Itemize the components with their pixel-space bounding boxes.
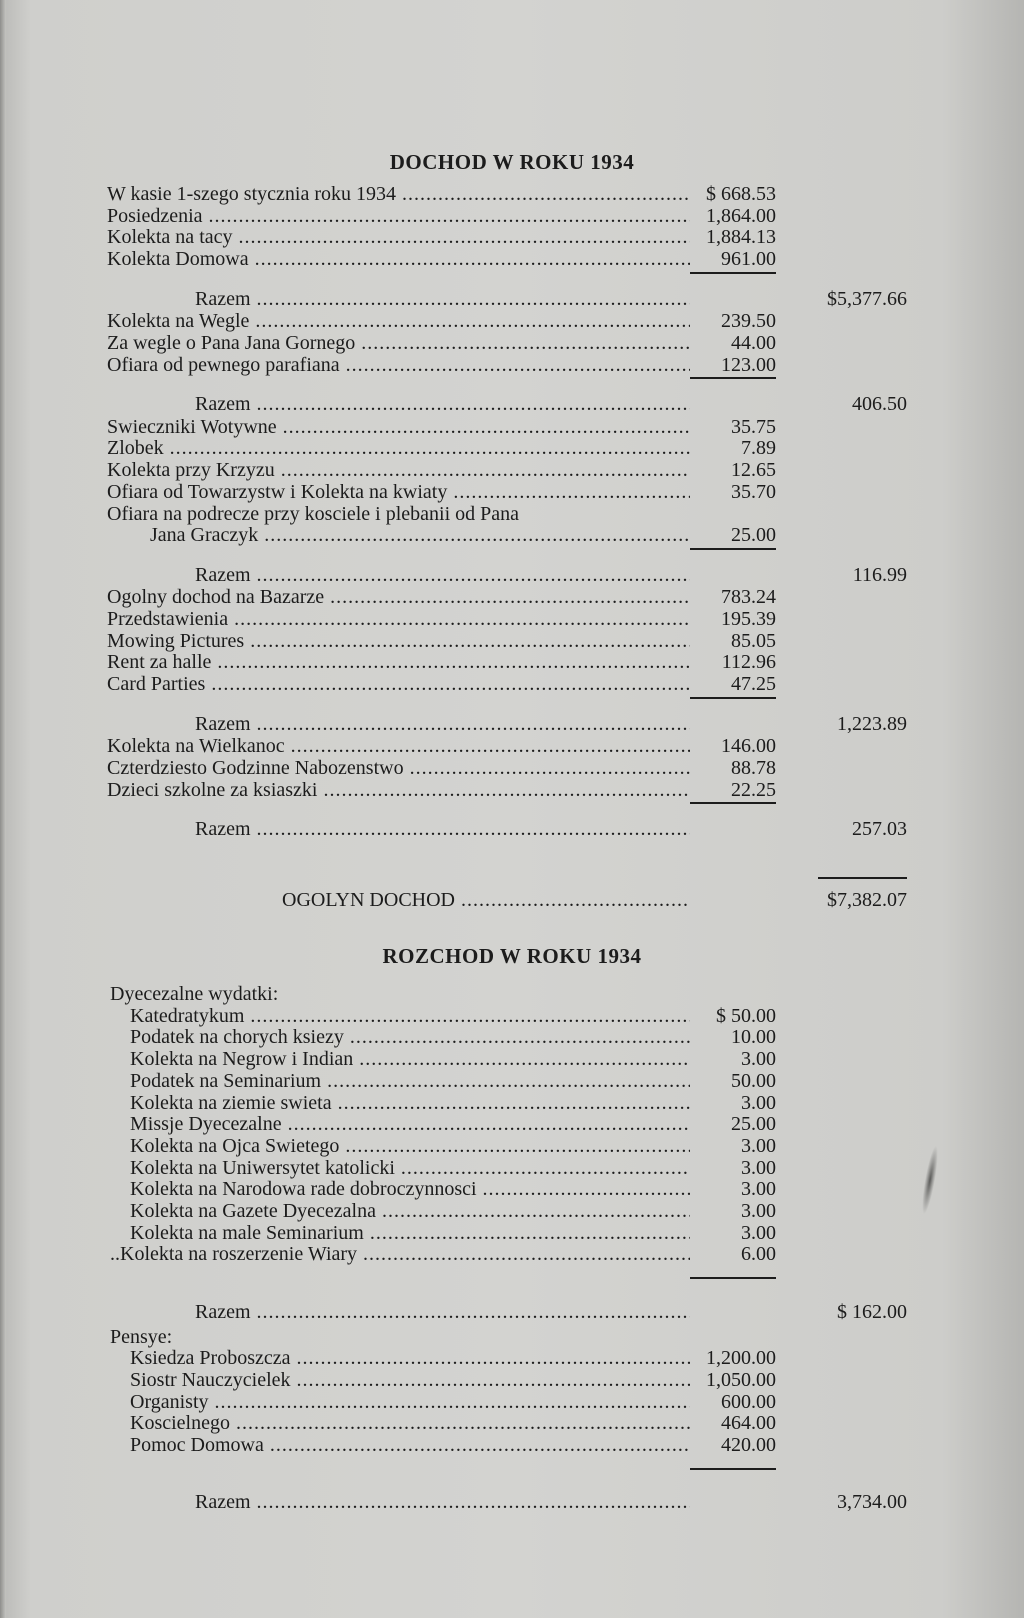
leader-dots <box>244 1005 690 1027</box>
leader-dots <box>340 354 690 376</box>
row-amount: 50.00 <box>731 1069 776 1092</box>
income-item <box>0 586 1024 608</box>
row-label <box>130 1157 690 1179</box>
leader-dots <box>324 586 690 608</box>
row-amount: 35.75 <box>731 415 776 438</box>
row-label <box>130 1200 690 1222</box>
row-label <box>195 713 690 735</box>
row-label <box>195 1491 690 1513</box>
row-amount: 3.00 <box>741 1048 776 1071</box>
row-label <box>130 1026 690 1048</box>
row-label-text: Razem <box>195 393 251 415</box>
row-label <box>130 1070 690 1092</box>
row-label <box>195 393 690 415</box>
income-item <box>0 503 1024 525</box>
row-total: 257.03 <box>852 818 907 840</box>
row-label-text: Ksiedza Proboszcza <box>130 1347 291 1370</box>
row-amount: 112.96 <box>721 651 776 674</box>
leader-dots <box>203 205 690 227</box>
row-amount: 3.00 <box>741 1200 776 1222</box>
row-total: 116.99 <box>852 563 907 586</box>
row-amount: 6.00 <box>741 1243 776 1266</box>
leader-dots <box>211 651 690 673</box>
income-item <box>0 651 1024 673</box>
row-amount: 1,884.13 <box>706 226 776 249</box>
leader-dots <box>228 608 690 630</box>
row-label <box>130 1178 690 1200</box>
income-item <box>0 183 1024 205</box>
income-subtotal <box>0 288 1024 310</box>
expense-item <box>0 1157 1024 1179</box>
row-label <box>107 630 690 652</box>
expense-item <box>0 1048 1024 1070</box>
row-amount: 239.50 <box>721 310 776 333</box>
row-label <box>130 1113 690 1135</box>
leader-dots <box>396 183 690 205</box>
row-label-text: Kolekta przy Krzyzu <box>107 459 275 482</box>
income-subtotal <box>0 818 1024 840</box>
leader-dots <box>344 1026 690 1048</box>
row-label-text: Przedstawienia <box>107 608 229 630</box>
row-label <box>107 332 690 354</box>
row-amount: 961.00 <box>721 248 776 271</box>
row-label <box>107 437 690 459</box>
row-label-text: Razem <box>195 1300 251 1323</box>
row-amount: 88.78 <box>731 756 776 779</box>
leader-dots <box>251 1491 690 1513</box>
row-label-text: Kolekta na Ojca Swietego <box>130 1134 340 1157</box>
row-label-text: OGOLYN DOCHOD <box>282 889 455 911</box>
row-amount: 1,864.00 <box>706 204 776 227</box>
row-label <box>107 503 700 525</box>
row-label-text: Razem <box>195 1491 251 1514</box>
leader-dots <box>251 818 690 840</box>
leader-dots <box>251 288 690 310</box>
row-label <box>282 889 690 911</box>
row-label-text: Razem <box>195 563 251 586</box>
expense-subtotal <box>0 1301 1024 1323</box>
row-label <box>107 735 690 757</box>
expense-group-heading: Pensye: <box>110 1325 173 1348</box>
subtotal-rule <box>690 697 776 699</box>
leader-dots <box>332 1092 690 1114</box>
leader-dots <box>275 459 690 481</box>
leader-dots <box>164 437 690 459</box>
row-amount: 123.00 <box>721 353 776 376</box>
row-label-text: Kolekta na Wegle <box>107 310 250 333</box>
leader-dots <box>291 1347 691 1369</box>
leader-dots <box>251 393 690 415</box>
row-amount: $ 50.00 <box>716 1004 776 1027</box>
leader-dots <box>455 889 690 911</box>
row-label-text: ..Kolekta na roszerzenie Wiary <box>110 1243 358 1266</box>
leader-dots <box>244 630 690 652</box>
row-total: 3,734.00 <box>837 1491 907 1514</box>
row-label <box>107 354 690 376</box>
leader-dots <box>376 1200 690 1222</box>
row-amount: 783.24 <box>721 586 776 609</box>
row-label-text: Ogolny dochod na Bazarze <box>107 586 325 609</box>
row-amount: 10.00 <box>731 1026 776 1049</box>
income-item <box>0 310 1024 332</box>
row-total: 1,223.89 <box>837 712 907 735</box>
subtotal-rule <box>690 377 776 379</box>
row-amount: 35.70 <box>731 480 776 503</box>
row-total: 406.50 <box>852 393 907 415</box>
leader-dots <box>404 757 690 779</box>
leader-dots <box>291 1369 691 1391</box>
row-label <box>195 818 690 840</box>
leader-dots <box>321 1070 690 1092</box>
row-amount: 44.00 <box>731 331 776 354</box>
leader-dots <box>477 1178 690 1200</box>
row-amount: 146.00 <box>721 735 776 758</box>
income-item <box>0 779 1024 801</box>
row-label-text: Razem <box>195 818 251 840</box>
row-amount: 3.00 <box>741 1178 776 1201</box>
row-label <box>130 1135 690 1157</box>
income-item <box>0 630 1024 652</box>
row-label <box>130 1222 690 1244</box>
expense-item <box>0 1243 1024 1265</box>
leader-dots <box>339 1135 690 1157</box>
expense-item <box>0 1005 1024 1027</box>
row-label-text: Kolekta na Gazete Dyecezalna <box>130 1200 376 1222</box>
row-label <box>107 459 690 481</box>
leader-dots <box>357 1243 690 1265</box>
row-amount: 3.00 <box>741 1134 776 1157</box>
row-label-text: Razem <box>195 287 251 310</box>
row-label-text: Kolekta na Narodowa rade dobroczynnosci <box>130 1178 477 1201</box>
row-amount: 420.00 <box>721 1434 776 1456</box>
expense-item <box>0 1434 1024 1456</box>
leader-dots <box>447 481 690 503</box>
income-item <box>0 205 1024 227</box>
income-grand-total <box>0 889 1024 911</box>
expense-group-heading: Dyecezalne wydatki: <box>110 983 279 1005</box>
row-amount: 12.65 <box>731 459 776 482</box>
row-label-text: Podatek na chorych ksiezy <box>130 1026 344 1049</box>
row-label-text: Koscielnego <box>130 1412 230 1435</box>
income-item <box>0 608 1024 630</box>
leader-dots <box>264 1434 690 1456</box>
expense-item <box>0 1092 1024 1114</box>
row-label-text: Kolekta na ziemie swieta <box>130 1091 332 1114</box>
row-label-text: Katedratykum <box>130 1004 245 1027</box>
row-label-text: Za wegle o Pana Jana Gornego <box>107 331 356 354</box>
row-amount: 195.39 <box>721 608 776 630</box>
row-amount: 1,050.00 <box>706 1368 776 1391</box>
row-label-text: Card Parties <box>107 673 206 696</box>
income-item <box>0 673 1024 695</box>
expense-item <box>0 1200 1024 1222</box>
row-label-text: W kasie 1-szego stycznia roku 1934 <box>107 183 396 205</box>
income-item <box>0 248 1024 270</box>
row-amount: 1,200.00 <box>706 1347 776 1370</box>
row-label-text: Jana Graczyk <box>150 524 259 547</box>
income-item <box>0 481 1024 503</box>
subtotal-rule <box>690 1277 776 1279</box>
expense-item <box>0 1135 1024 1157</box>
row-amount: 600.00 <box>721 1390 776 1413</box>
row-label-text: Kolekta na male Seminarium <box>130 1221 364 1244</box>
income-item <box>0 524 1024 546</box>
row-label-text: Ofiara od pewnego parafiana <box>107 353 340 376</box>
row-label-text: Posiedzenia <box>107 204 203 227</box>
row-amount: 85.05 <box>731 629 776 652</box>
expense-item <box>0 1347 1024 1369</box>
leader-dots <box>233 226 691 248</box>
leader-dots <box>205 673 690 695</box>
income-item <box>0 437 1024 459</box>
row-label <box>107 248 690 270</box>
row-label-text: Ofiara na podrecze przy kosciele i plebanii od Pana <box>107 502 520 525</box>
row-label-text: Kolekta na Uniwersytet katolicki <box>130 1156 395 1179</box>
leader-dots <box>285 735 690 757</box>
row-label-text: Podatek na Seminarium <box>130 1069 322 1092</box>
leader-dots <box>395 1157 690 1179</box>
subtotal-rule <box>690 548 776 550</box>
row-total: $ 162.00 <box>837 1300 907 1323</box>
leader-dots <box>249 310 690 332</box>
income-item <box>0 354 1024 376</box>
expense-item <box>0 1070 1024 1092</box>
row-label <box>130 1005 690 1027</box>
row-label <box>107 205 690 227</box>
row-label-text: Organisty <box>130 1390 209 1413</box>
leader-dots <box>251 564 690 586</box>
row-label-text: Kolekta Domowa <box>107 248 249 271</box>
leader-dots <box>353 1048 690 1070</box>
row-amount: 47.25 <box>731 673 776 696</box>
income-subtotal <box>0 393 1024 415</box>
row-label <box>130 1092 690 1114</box>
income-subtotal <box>0 713 1024 735</box>
row-label <box>107 608 690 630</box>
row-amount: 7.89 <box>741 437 776 460</box>
expense-item <box>0 1369 1024 1391</box>
income-item <box>0 416 1024 438</box>
row-label-text: Razem <box>195 712 251 735</box>
row-label <box>130 1347 690 1369</box>
row-amount: 22.25 <box>731 778 776 801</box>
row-label <box>130 1434 690 1456</box>
row-label <box>130 1369 690 1391</box>
row-label-text: Ofiara od Towarzystw i Kolekta na kwiaty <box>107 480 448 503</box>
expense-item <box>0 1113 1024 1135</box>
leader-dots <box>249 248 690 270</box>
row-amount: 3.00 <box>741 1221 776 1244</box>
row-label <box>107 779 690 801</box>
leader-dots <box>230 1412 690 1434</box>
row-amount: 3.00 <box>741 1091 776 1114</box>
grand-total-rule <box>818 877 907 879</box>
row-label-text: Dzieci szkolne za ksiaszki <box>107 778 318 801</box>
income-item <box>0 735 1024 757</box>
row-label-text: Kolekta na Wielkanoc <box>107 735 285 758</box>
row-total: $7,382.07 <box>827 889 907 911</box>
income-item <box>0 332 1024 354</box>
subtotal-rule <box>690 272 776 274</box>
row-label <box>195 288 690 310</box>
row-label <box>107 310 690 332</box>
expense-item <box>0 1026 1024 1048</box>
leader-dots <box>258 524 690 546</box>
leader-dots <box>317 779 690 801</box>
leader-dots <box>251 1301 690 1323</box>
row-label <box>107 481 690 503</box>
row-label <box>130 1412 690 1434</box>
row-amount: 464.00 <box>721 1412 776 1435</box>
row-label <box>107 226 690 248</box>
leader-dots <box>209 1391 690 1413</box>
row-label <box>130 1391 690 1413</box>
row-label-text: Rent za halle <box>107 651 212 674</box>
row-label <box>195 1301 690 1323</box>
row-amount: 25.00 <box>731 1113 776 1136</box>
row-label <box>107 416 690 438</box>
leader-dots <box>251 713 690 735</box>
row-amount: $ 668.53 <box>706 183 776 205</box>
row-label <box>130 1048 690 1070</box>
income-item <box>0 226 1024 248</box>
income-item <box>0 757 1024 779</box>
row-label <box>195 564 690 586</box>
row-label-text: Zlobek <box>107 437 164 460</box>
row-label <box>110 1243 690 1265</box>
row-label-text: Siostr Nauczycielek <box>130 1368 291 1391</box>
row-label-text: Czterdziesto Godzinne Nabozenstwo <box>107 756 404 779</box>
row-label-text: Kolekta na tacy <box>107 226 233 249</box>
row-label-text: Kolekta na Negrow i Indian <box>130 1048 354 1071</box>
expense-item <box>0 1391 1024 1413</box>
row-amount: 3.00 <box>741 1156 776 1179</box>
expense-item <box>0 1412 1024 1434</box>
subtotal-rule <box>690 802 776 804</box>
row-label <box>107 651 690 673</box>
subtotal-rule <box>690 1468 776 1470</box>
row-label <box>107 757 690 779</box>
leader-dots <box>282 1113 690 1135</box>
row-label-text: Missje Dyecezalne <box>130 1113 282 1136</box>
row-label <box>107 586 690 608</box>
row-label-text: Mowing Pictures <box>107 629 245 652</box>
row-total: $5,377.66 <box>827 287 907 310</box>
row-label <box>107 183 690 205</box>
row-label <box>150 524 690 546</box>
leader-dots <box>277 416 690 438</box>
row-amount: 25.00 <box>731 524 776 547</box>
leader-dots <box>355 332 690 354</box>
expenses-title: ROZCHOD W ROKU 1934 <box>382 944 642 968</box>
expense-item <box>0 1178 1024 1200</box>
leader-dots <box>364 1222 690 1244</box>
income-subtotal <box>0 564 1024 586</box>
income-item <box>0 459 1024 481</box>
income-title: DOCHOD W ROKU 1934 <box>389 150 635 174</box>
row-label-text: Pomoc Domowa <box>130 1434 264 1456</box>
expense-subtotal <box>0 1491 1024 1513</box>
expense-item <box>0 1222 1024 1244</box>
row-label <box>107 673 690 695</box>
row-label-text: Swieczniki Wotywne <box>107 415 277 438</box>
